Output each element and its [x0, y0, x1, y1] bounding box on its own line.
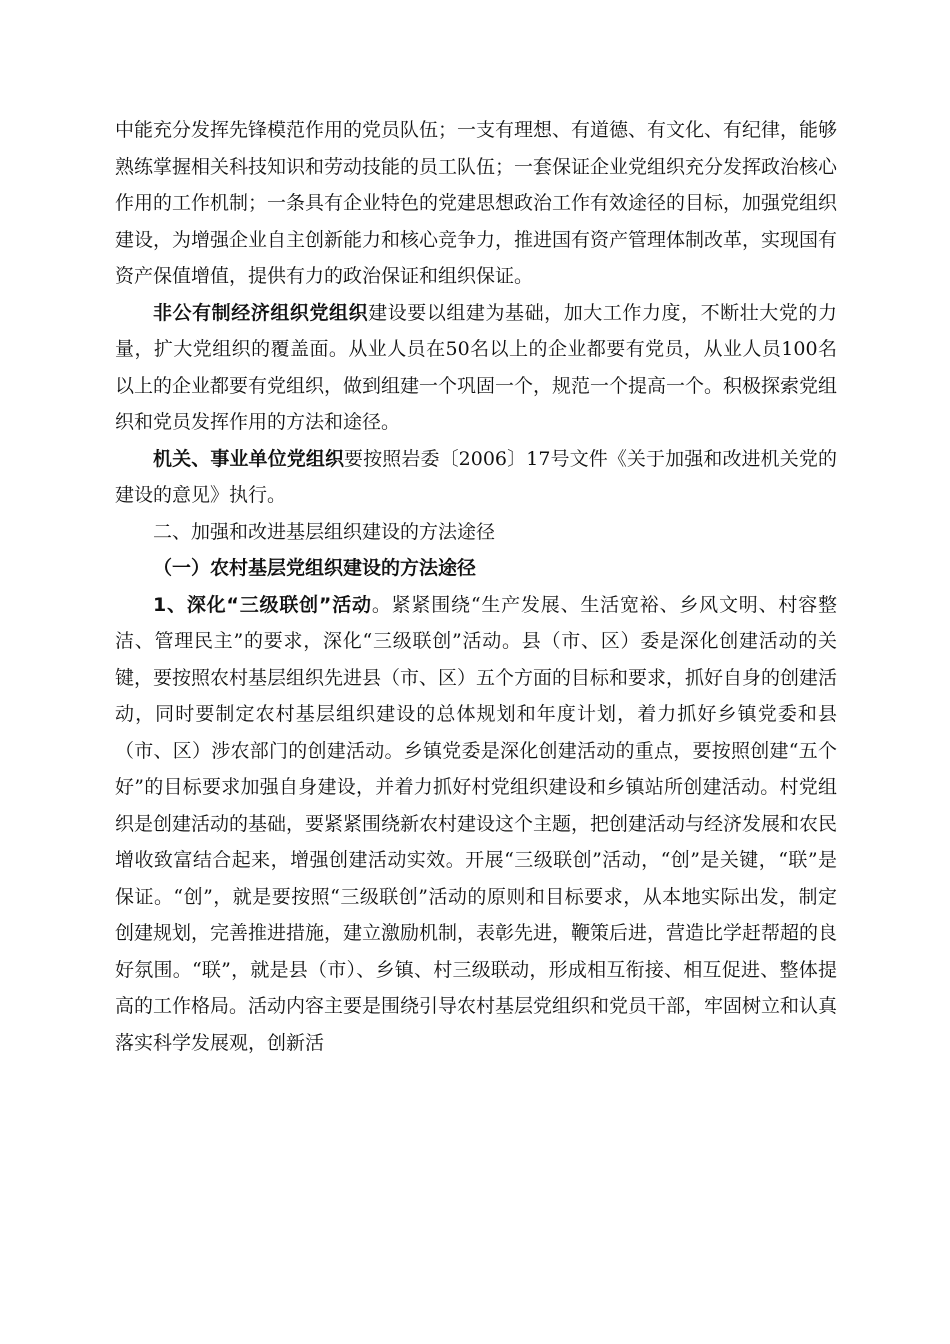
paragraph-non-public-party [115, 295, 837, 441]
paragraph-lead: 机关、事业单位党组织 [153, 447, 345, 470]
paragraph-enterprise-goals [115, 112, 837, 295]
paragraph-text: 中能充分发挥先锋模范作用的党员队伍；一支有理想、有道德、有文化、有纪律，能够熟练掌握相关科技知识和劳动技能的员工队伍；一套保证企业党组织充分发挥政治核心作用的工作机制；一条具有企业特色的党建思想政治工作有效途径的目标，加强党组织建设，为增强企业自主创新能力和核心竞争力，推进国有资产管理体制改革，实现国有资产保值增值，提供有力的政治保证和组织保证。 [115, 119, 838, 287]
paragraph-text: 要按照岩委〔2006〕17号文件《关于加强和改进机关党的建设的意见》执行。 [115, 447, 837, 506]
paragraph-three-level [115, 587, 837, 1062]
section-heading: 二、加强和改进基层组织建设的方法途径 [153, 520, 496, 543]
paragraph-text: 。紧紧围绕“生产发展、生活宽裕、乡风文明、村容整洁、管理民主”的要求，深化“三级联创”活动。县（市、区）委是深化创建活动的关键，要按照农村基层组织先进县（市、区）五个方面的目标和要求，抓好自身的创建活动，同时要制定农村基层组织建设的总体规划和年度计划，着力抓好乡镇党委和县（市、区）涉农部门的创建活动。乡镇党委是深化创建活动的重点，要按照创建“五个好”的目标要求加强自身建设，并着力抓好村党组织建设和乡镇站所创建活动。村党组织是创建活动的基础，要紧紧围绕新农村建设这个主题，把创建活动与经济发展和农民增收致富结合起来，增强创建活动实效。开展“三级联创”活动，“创”是关键，“联”是保证。“创”，就是要按照“三级联创”活动的原则和目标要求，从本地实际出发，制定创建规划，完善推进措施，建立激励机制，表彰先进，鞭策后进，营造比学赶帮超的良好氛围。“联”，就是县（市）、乡镇、村三级联动，形成相互衔接、相互促进、整体提高的工作格局。活动内容主要是围绕引导农村基层党组织和党员干部，牢固树立和认真落实科学发展观，创新活 [115, 593, 838, 1054]
paragraph-government-party [115, 441, 837, 514]
paragraph-text: 建设要以组建为基础，加大工作力度，不断壮大党的力量，扩大党组织的覆盖面。从业人员在50名以上的企业都要有党员，从业人员100名以上的企业都要有党组织，做到组建一个巩固一个，规范一个提高一个。积极探索党组织和党员发挥作用的方法和途径。 [115, 301, 838, 433]
document-body [115, 112, 837, 1061]
paragraph-lead: 1、深化“三级联创”活动 [153, 593, 372, 616]
paragraph-lead: 非公有制经济组织党组织 [153, 301, 369, 324]
subsection-heading: （一）农村基层党组织建设的方法途径 [153, 557, 477, 579]
